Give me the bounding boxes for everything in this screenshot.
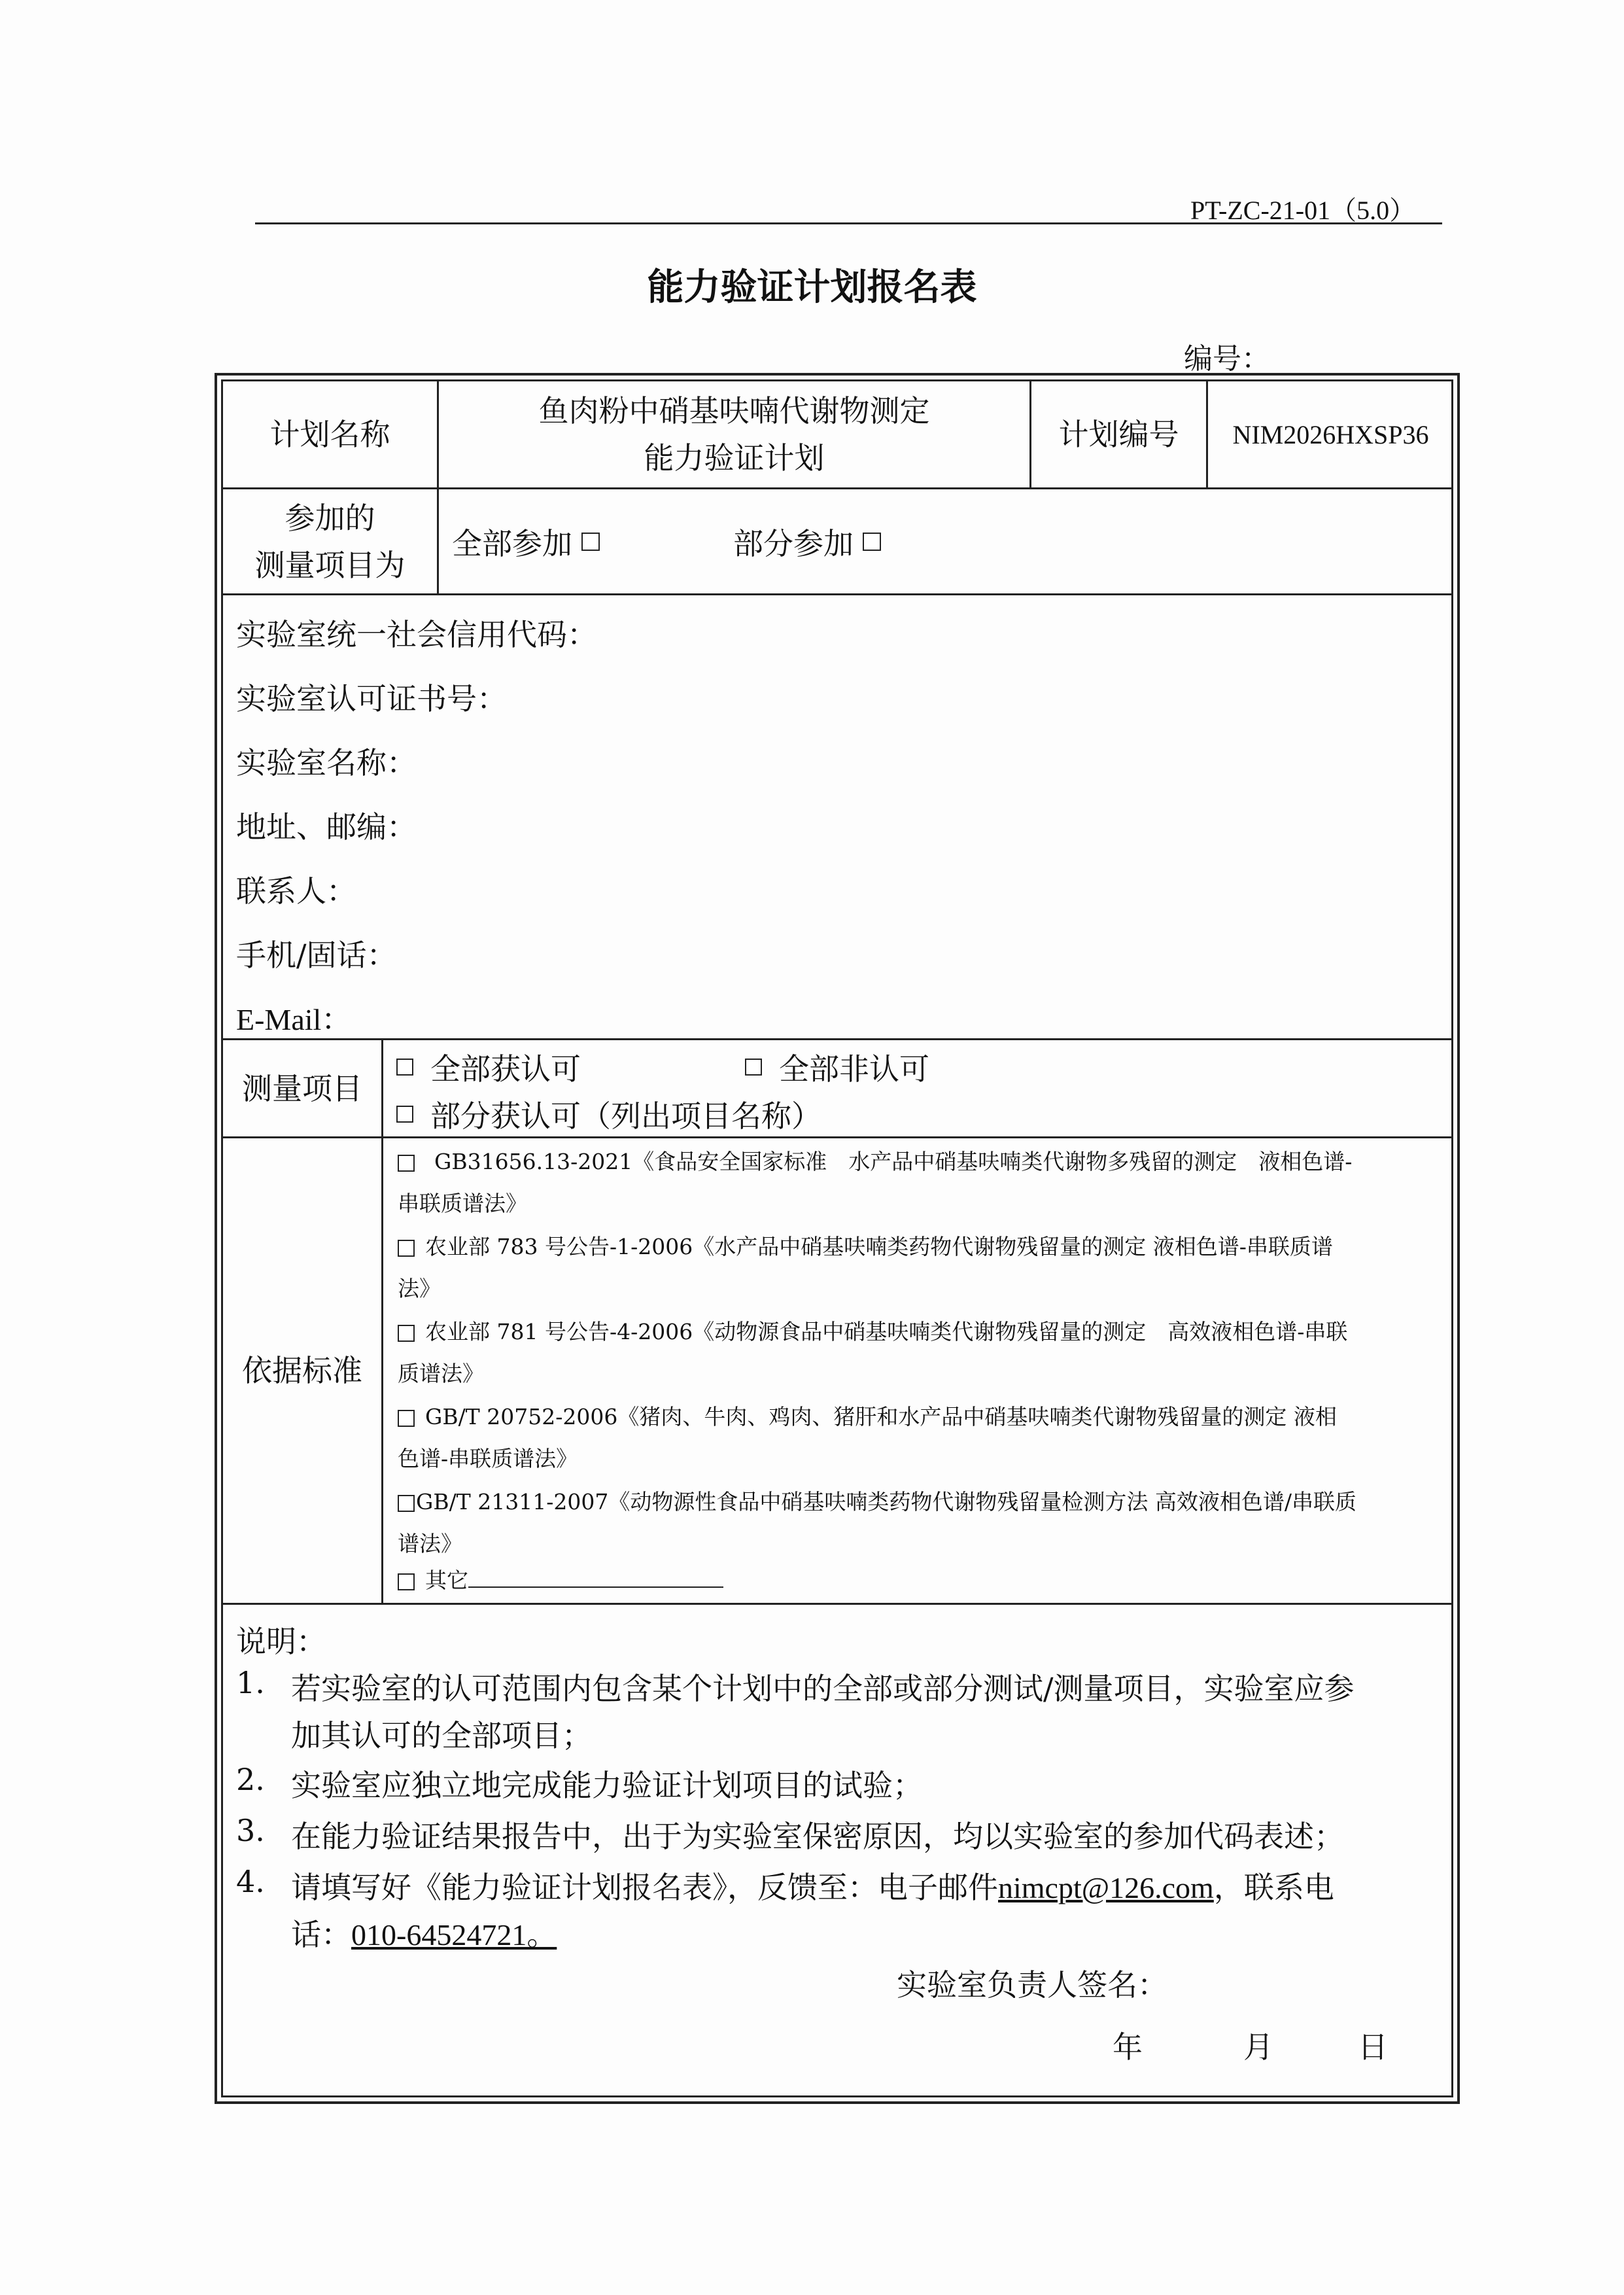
standard-item-other: 其它 bbox=[398, 1560, 1438, 1602]
standards-list bbox=[383, 1138, 1451, 1603]
plan-code-label: 计划编号 bbox=[1031, 381, 1208, 487]
phone-number: 010-64524721。 bbox=[351, 1918, 557, 1952]
note-2-text: 实验室应独立地完成能力验证计划项目的试验； bbox=[291, 1768, 923, 1803]
participation-row bbox=[223, 489, 1451, 595]
note-1-line2: 加其认可的全部项目； bbox=[291, 1718, 592, 1753]
plan-name-line2: 能力验证计划 bbox=[644, 440, 825, 476]
standard-2-checkbox[interactable] bbox=[398, 1240, 415, 1257]
email-link[interactable]: nimcpt@126.com bbox=[998, 1871, 1214, 1904]
notes-row bbox=[223, 1605, 1451, 2095]
note-4-line2: 话：010-64524721。 bbox=[291, 1917, 557, 1952]
option-partial-label: 部分参加 bbox=[733, 525, 854, 561]
all-accredited-checkbox[interactable] bbox=[396, 1059, 413, 1076]
standard-5-checkbox[interactable] bbox=[398, 1495, 415, 1512]
plan-name-value bbox=[439, 381, 1031, 487]
participation-label-line1: 参加的 bbox=[285, 500, 375, 536]
partial-accredited-label: 部分获认可（列出项目名称） bbox=[430, 1098, 821, 1134]
standards-label: 依据标准 bbox=[223, 1138, 383, 1603]
phone-field[interactable]: 手机/固话： bbox=[236, 937, 397, 973]
form-table bbox=[221, 379, 1453, 2097]
header-rule bbox=[255, 222, 1442, 224]
measurement-row bbox=[223, 1040, 1451, 1138]
serial-label: 编号： bbox=[1184, 342, 1270, 376]
credit-code-field[interactable]: 实验室统一社会信用代码： bbox=[236, 617, 597, 652]
standard-item-5: GB/T 21311-2007《动物源性食品中硝基呋喃类药物代谢物残留量检测方法 高效液相色谱/串联质 谱法》 bbox=[398, 1489, 1356, 1556]
note-4-line1: 请填写好《能力验证计划报名表》，反馈至：电子邮件nimcpt@126.com，联系电 bbox=[291, 1870, 1334, 1905]
none-accredited-label: 全部非认可 bbox=[779, 1051, 929, 1087]
document-code: PT-ZC-21-01（5.0） bbox=[1190, 196, 1416, 225]
note-3-number: 3. bbox=[236, 1813, 265, 1848]
measurement-label: 测量项目 bbox=[223, 1040, 383, 1136]
notes-title: 说明： bbox=[236, 1624, 326, 1659]
note-4-number: 4. bbox=[236, 1864, 265, 1899]
participation-options bbox=[439, 489, 1451, 593]
note-3-text: 在能力验证结果报告中，出于为实验室保密原因，均以实验室的参加代码表述； bbox=[291, 1819, 1344, 1854]
address-field[interactable]: 地址、邮编： bbox=[236, 809, 417, 845]
standard-other-checkbox[interactable] bbox=[398, 1573, 415, 1590]
standard-item-4: GB/T 20752-2006《猪肉、牛肉、鸡肉、猪肝和水产品中硝基呋喃类代谢物残留量的测定 液相 色谱-串联质谱法》 bbox=[398, 1404, 1337, 1471]
signature-label: 实验室负责人签名： bbox=[897, 1967, 1167, 2003]
all-accredited-label: 全部获认可 bbox=[430, 1051, 581, 1087]
page-title: 能力验证计划报名表 bbox=[647, 266, 977, 309]
lab-name-field[interactable]: 实验室名称： bbox=[236, 745, 417, 780]
date-day: 日 bbox=[1358, 2029, 1388, 2065]
standard-item-1: GB31656.13-2021《食品安全国家标准 水产品中硝基呋喃类代谢物多残留的测定 液相色谱- 串联质谱法》 bbox=[398, 1149, 1353, 1216]
date-year: 年 bbox=[1113, 2029, 1143, 2065]
standards-row bbox=[223, 1138, 1451, 1605]
plan-row bbox=[223, 381, 1451, 489]
date-month: 月 bbox=[1243, 2029, 1273, 2065]
standard-item-3: 农业部 781 号公告-4-2006《动物源食品中硝基呋喃类代谢物残留量的测定 高效液相色谱-串联 质谱法》 bbox=[398, 1319, 1348, 1386]
option-all-label: 全部参加 bbox=[452, 525, 572, 561]
partial-accredited-checkbox[interactable] bbox=[396, 1106, 413, 1123]
none-accredited-checkbox[interactable] bbox=[745, 1059, 762, 1076]
plan-name-line1: 鱼肉粉中硝基呋喃代谢物测定 bbox=[538, 393, 930, 429]
plan-name-label: 计划名称 bbox=[223, 381, 439, 487]
email-field[interactable]: E-Mail： bbox=[236, 1003, 352, 1036]
measurement-options bbox=[383, 1040, 1451, 1136]
note-1-line1: 若实验室的认可范围内包含某个计划中的全部或部分测试/测量项目，实验室应参 bbox=[291, 1671, 1355, 1706]
plan-code-value: NIM2026HXSP36 bbox=[1232, 419, 1429, 449]
option-partial-checkbox[interactable] bbox=[863, 533, 881, 551]
participation-label bbox=[223, 489, 439, 593]
standard-item-2: 农业部 783 号公告-1-2006《水产品中硝基呋喃类药物代谢物残留量的测定 液相色谱-串联质谱 法》 bbox=[398, 1234, 1333, 1301]
standard-3-checkbox[interactable] bbox=[398, 1325, 415, 1342]
option-all-checkbox[interactable] bbox=[581, 533, 600, 551]
note-2-number: 2. bbox=[236, 1762, 265, 1797]
note-1-number: 1. bbox=[236, 1665, 265, 1700]
other-blank-field[interactable] bbox=[468, 1564, 723, 1588]
standard-4-checkbox[interactable] bbox=[398, 1410, 415, 1427]
accreditation-field[interactable]: 实验室认可证书号： bbox=[236, 681, 507, 716]
participation-label-line2: 测量项目为 bbox=[254, 547, 406, 583]
standard-1-checkbox[interactable] bbox=[398, 1155, 415, 1172]
lab-info-row bbox=[223, 595, 1451, 1040]
contact-field[interactable]: 联系人： bbox=[236, 873, 356, 909]
